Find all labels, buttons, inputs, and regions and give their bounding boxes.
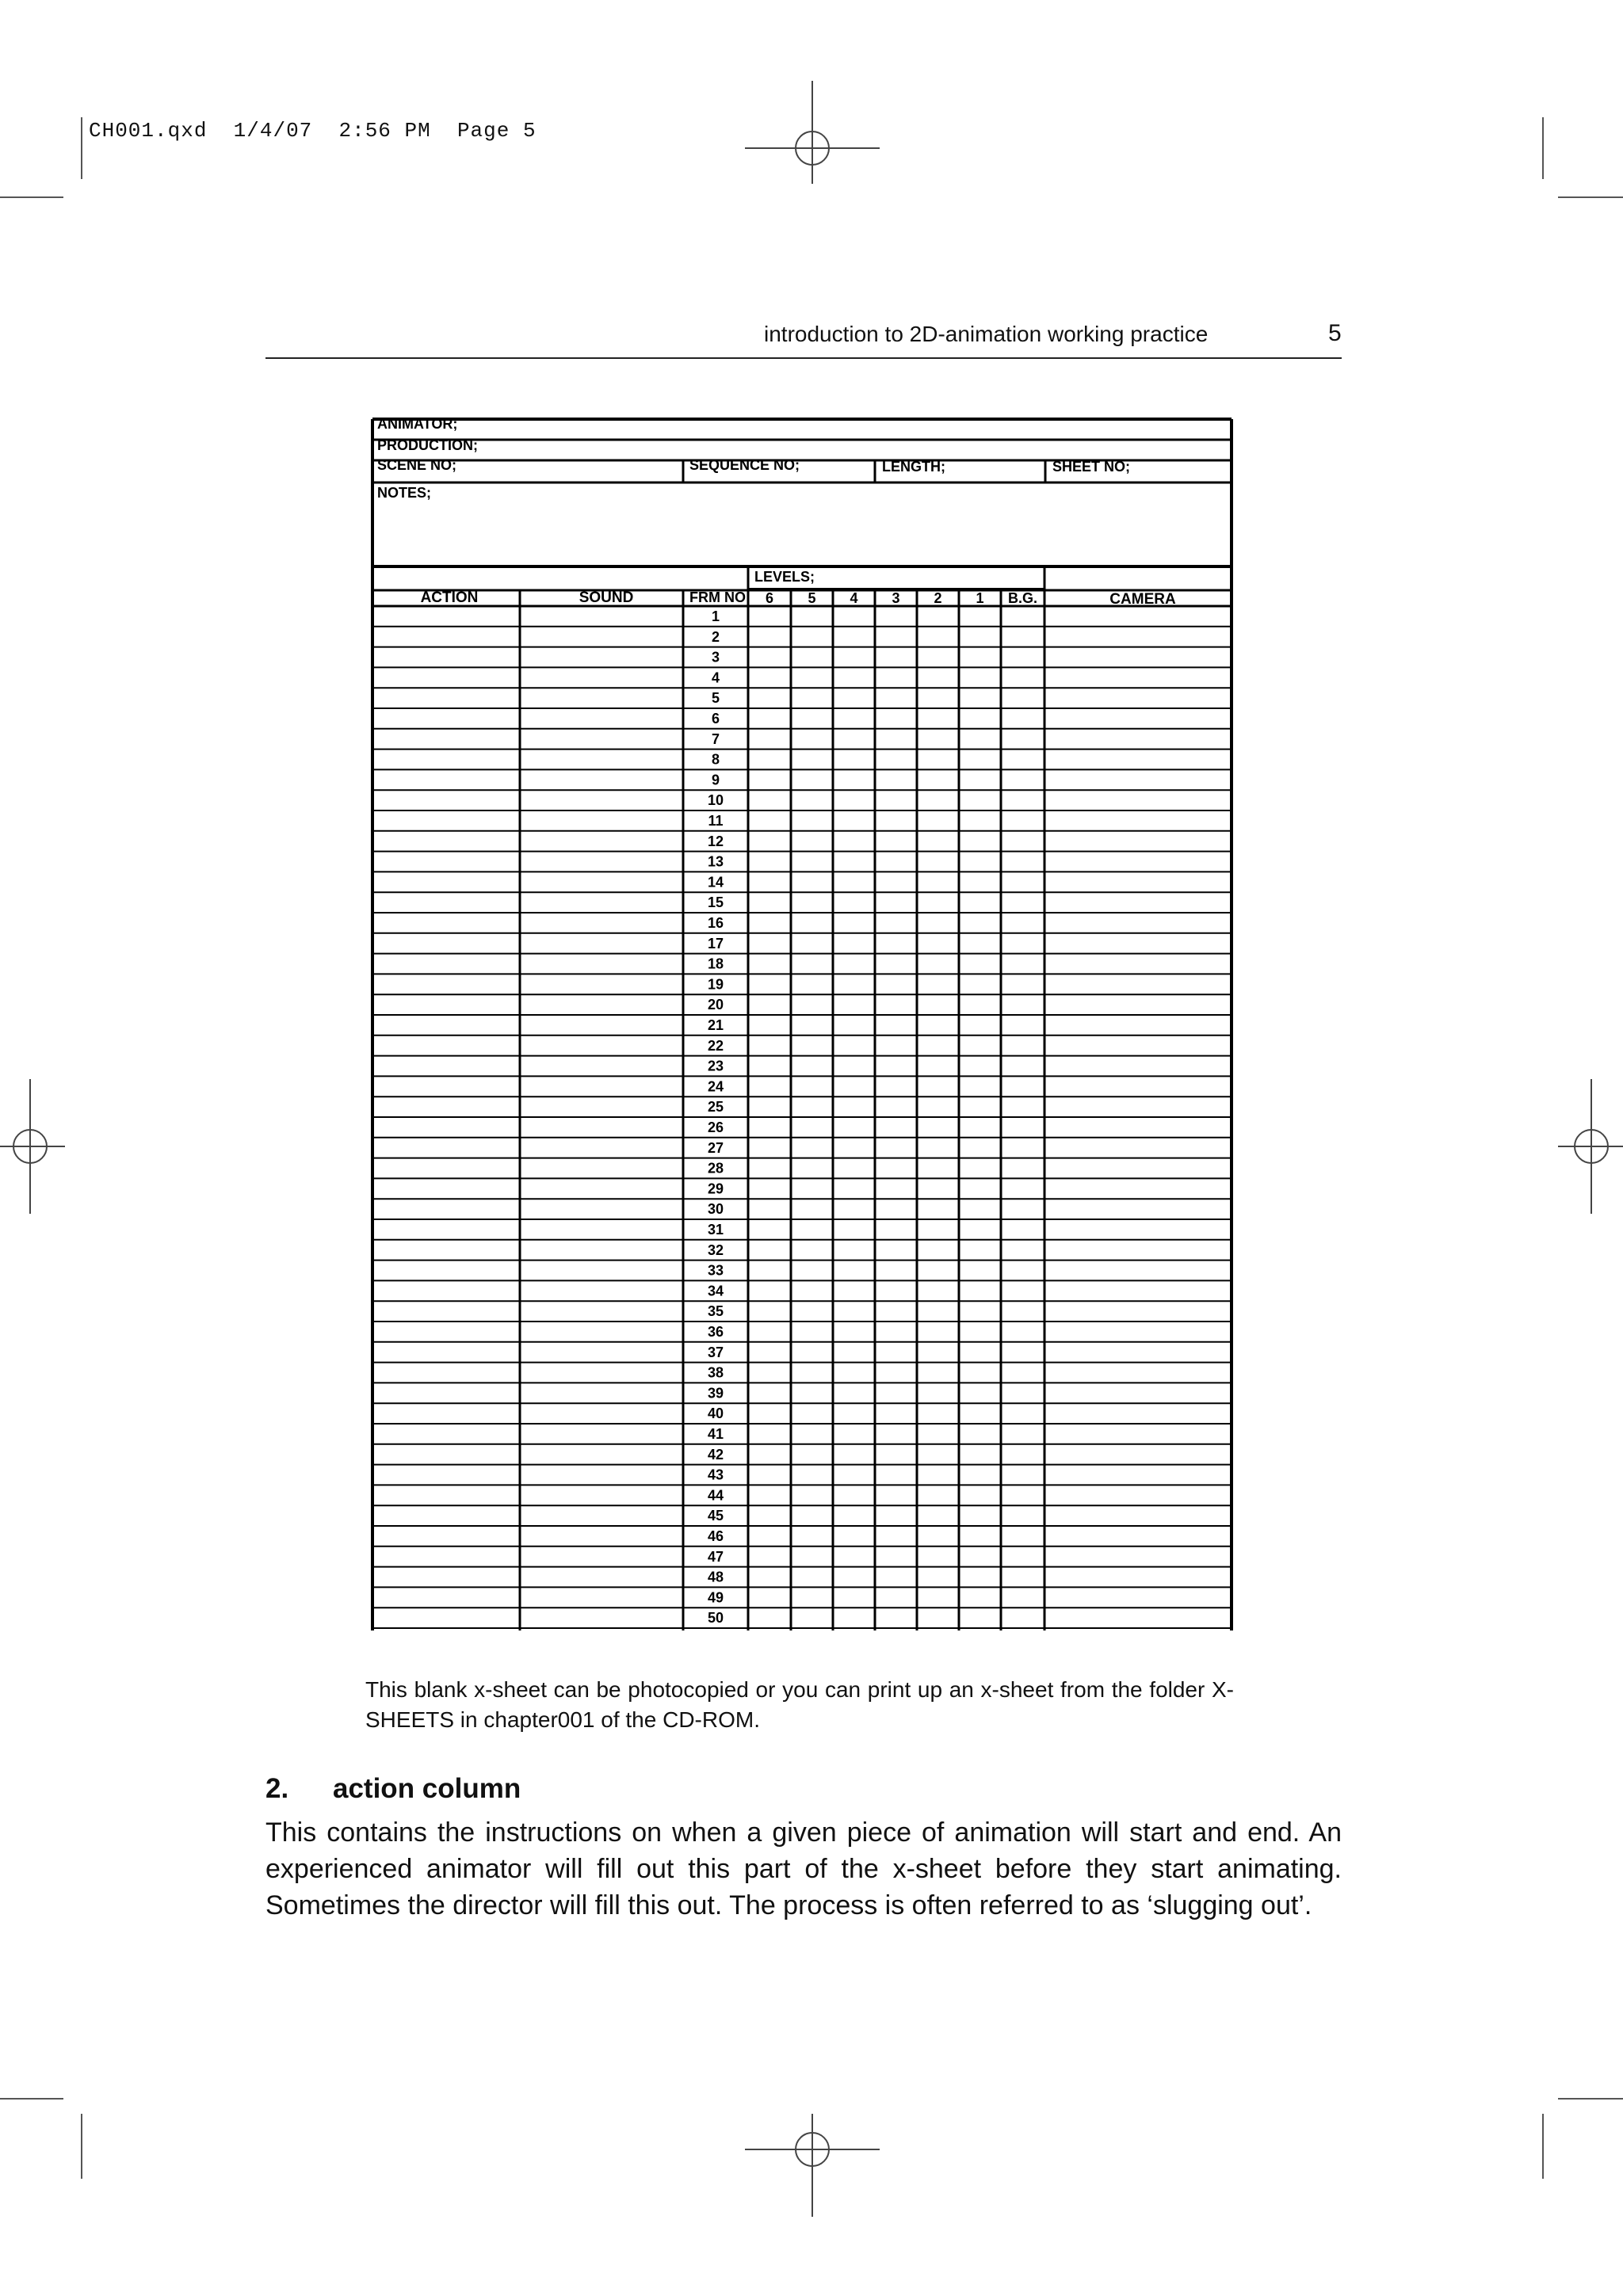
slug-file: CH001.qxd — [89, 119, 208, 143]
frame-number: 7 — [711, 730, 720, 747]
frame-number: 33 — [707, 1262, 724, 1279]
frame-number: 46 — [707, 1528, 724, 1544]
frame-number: 44 — [707, 1487, 724, 1504]
frame-number: 3 — [711, 649, 720, 666]
frame-number: 38 — [707, 1364, 724, 1381]
header-rule — [265, 357, 1342, 359]
level-header-6: 1 — [976, 590, 984, 606]
registration-mark-right — [1488, 1079, 1623, 1214]
frame-number: 37 — [707, 1344, 724, 1360]
frame-number: 49 — [707, 1589, 724, 1606]
running-title: introduction to 2D-animation working practice — [764, 322, 1209, 346]
section-body: This contains the instructions on when a given piece of animation will start and end. An experienced animator will fill out this part of the x-sheet before they start animating. Sometimes the director will fill this out. The process is often referred to as ‘slugging out’. — [265, 1817, 1342, 1920]
level-header-3: 4 — [850, 590, 858, 606]
frame-number: 24 — [707, 1078, 724, 1095]
levels-label: LEVELS; — [754, 569, 815, 585]
frame-number: 32 — [707, 1241, 724, 1258]
frame-number: 40 — [707, 1405, 724, 1422]
frame-number: 19 — [707, 976, 724, 993]
frame-number: 41 — [707, 1426, 724, 1442]
level-header-4: 3 — [892, 590, 900, 606]
frame-number: 22 — [707, 1037, 724, 1054]
section-title: action column — [333, 1773, 521, 1804]
frame-number: 2 — [711, 628, 720, 645]
frame-number: 16 — [707, 915, 724, 931]
frame-number: 35 — [707, 1303, 724, 1320]
col-sound-header: SOUND — [579, 589, 634, 606]
production-label: PRODUCTION; — [377, 437, 478, 453]
x-sheet-grid — [372, 419, 1232, 1630]
registration-mark-bottom — [745, 2082, 880, 2217]
frame-number: 26 — [707, 1119, 724, 1135]
length-label: LENGTH; — [882, 459, 945, 475]
frame-number: 9 — [711, 772, 720, 788]
notes-label: NOTES; — [377, 485, 432, 501]
section-number: 2. — [265, 1773, 289, 1804]
frame-number: 15 — [707, 894, 724, 911]
frame-number: 10 — [707, 792, 724, 809]
frame-number: 48 — [707, 1569, 724, 1585]
frame-number: 1 — [711, 608, 720, 624]
level-header-2: 5 — [808, 590, 816, 606]
frame-number: 6 — [711, 711, 720, 727]
frame-number: 28 — [707, 1160, 724, 1177]
level-headers — [766, 590, 1037, 606]
frame-number: 43 — [707, 1466, 724, 1483]
frame-number: 27 — [707, 1139, 724, 1156]
sequence-label: SEQUENCE NO; — [689, 457, 800, 473]
frame-number: 4 — [711, 669, 720, 686]
frame-number: 31 — [707, 1222, 724, 1238]
frame-number: 36 — [707, 1324, 724, 1340]
figure-caption: This blank x-sheet can be photocopied or you can print up an x-sheet from the folder X-SHEETS in chapter001 of the CD-ROM. — [365, 1677, 1234, 1732]
frame-number: 45 — [707, 1508, 724, 1524]
animator-label: ANIMATOR; — [377, 416, 458, 432]
slug-time: 2:56 PM — [338, 119, 431, 143]
registration-mark-left — [0, 1079, 135, 1214]
frame-number: 21 — [707, 1017, 724, 1033]
sheet-label: SHEET NO; — [1052, 459, 1131, 475]
frame-number: 39 — [707, 1385, 724, 1402]
frame-number: 5 — [711, 690, 720, 707]
frame-number: 42 — [707, 1446, 724, 1463]
frame-number: 25 — [707, 1099, 724, 1116]
frame-number: 17 — [707, 935, 724, 952]
frame-number: 13 — [707, 853, 724, 870]
slug-date: 1/4/07 — [233, 119, 313, 143]
frame-number: 18 — [707, 955, 724, 972]
frame-number: 14 — [707, 874, 724, 891]
registration-mark-top — [745, 81, 880, 215]
x-sheet-form — [366, 416, 1235, 1630]
frame-number: 30 — [707, 1201, 724, 1218]
printer-slug — [89, 119, 537, 143]
frame-number: 12 — [707, 833, 724, 849]
level-header-7: B.G. — [1007, 590, 1038, 606]
frame-number: 8 — [711, 751, 720, 768]
col-action-header: ACTION — [420, 589, 479, 606]
section-heading — [265, 1773, 521, 1805]
col-frame-header: FRM NO — [689, 589, 746, 605]
frame-number: 47 — [707, 1548, 724, 1565]
level-header-5: 2 — [934, 590, 942, 606]
slug-page: Page 5 — [456, 119, 537, 143]
frame-number: 11 — [708, 813, 724, 829]
frame-number: 50 — [707, 1610, 724, 1627]
frame-number: 34 — [707, 1283, 724, 1299]
frame-number: 29 — [707, 1180, 724, 1197]
frame-number: 23 — [707, 1058, 724, 1074]
col-camera-header: CAMERA — [1109, 591, 1176, 608]
scene-label: SCENE NO; — [377, 457, 457, 473]
frame-number: 20 — [707, 997, 724, 1013]
page-number: 5 — [1328, 320, 1342, 346]
level-header-1: 6 — [765, 590, 774, 606]
